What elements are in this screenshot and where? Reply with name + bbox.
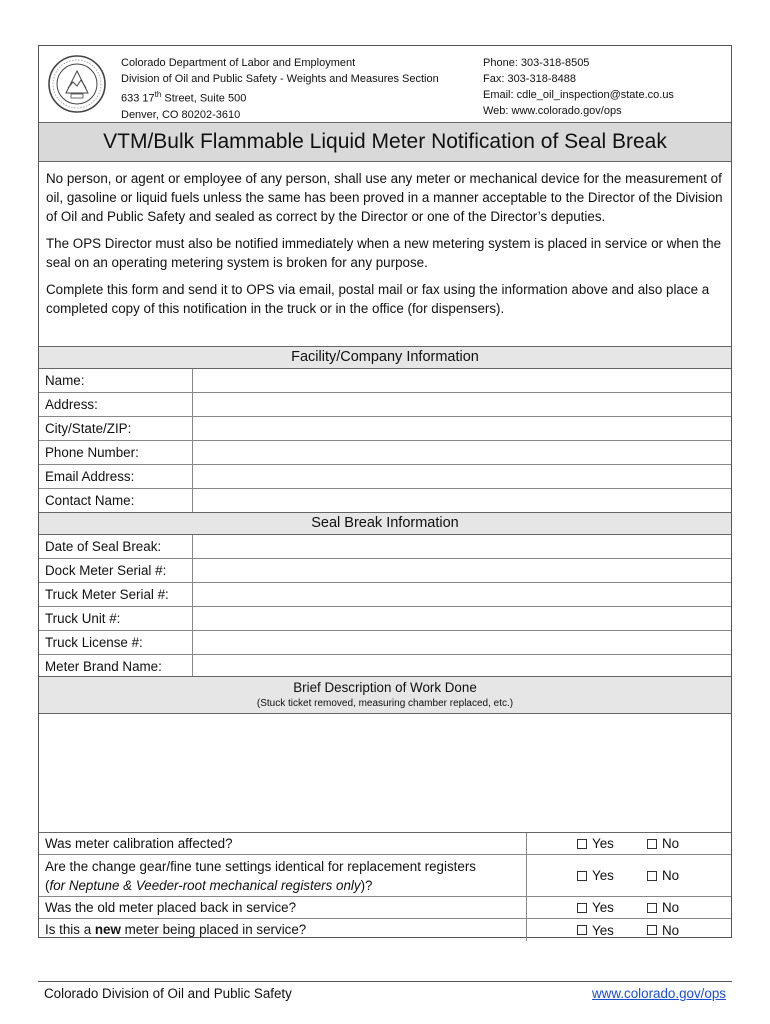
org-line-1: Colorado Department of Labor and Employment — [121, 57, 356, 69]
field-label: Truck Unit #: — [39, 607, 193, 630]
street-ordinal: th — [154, 90, 162, 99]
seal-break-section-heading: Seal Break Information — [39, 512, 731, 535]
seal-row-truck-serial — [39, 583, 731, 607]
field-label: Address: — [39, 393, 193, 416]
yes-checkbox[interactable] — [577, 836, 647, 851]
phone-line: Phone: 303-318-8505 — [483, 57, 590, 69]
answer-options — [527, 897, 731, 918]
no-label: No — [662, 868, 680, 883]
seal-row-truck-license — [39, 631, 731, 655]
field-label: Date of Seal Break: — [39, 535, 193, 558]
no-label: No — [662, 836, 680, 851]
phone-number-field[interactable] — [193, 441, 731, 464]
question-row — [39, 897, 731, 919]
instruction-paragraph-3: Complete this form and send it to OPS via email, postal mail or fax using the information above and also place a completed copy of this notification in the truck or in the office (for dispensers). — [46, 282, 710, 316]
date-of-seal-break-field[interactable] — [193, 535, 731, 558]
question-row — [39, 833, 731, 855]
street-number: 633 17 — [121, 92, 155, 105]
yes-label: Yes — [592, 868, 614, 883]
facility-row-phone — [39, 441, 731, 465]
question-change-gear-line-2: (for Neptune & Veeder-root mechanical registers only)? — [45, 878, 373, 893]
checkbox-icon — [647, 871, 657, 881]
instruction-paragraph-1: No person, or agent or employee of any person, shall use any meter or mechanical device for the measurement of oil, gasoline or liquid fuels unless the same has been proved in a manner acceptable to the Director of the Division of Oil and Public Safety and sealed as correct by the Director or one of the Director’s deputies. — [46, 171, 723, 224]
question-old-meter: Was the old meter placed back in service? — [39, 897, 527, 918]
question-new-meter-emphasis: new — [94, 922, 121, 937]
field-label: Email Address: — [39, 465, 193, 488]
answer-options — [527, 919, 731, 941]
checkbox-icon — [647, 839, 657, 849]
questions-table — [39, 832, 731, 941]
field-label: Truck Meter Serial #: — [39, 583, 193, 606]
question-new-meter-end: meter being placed in service? — [120, 922, 307, 937]
yes-checkbox[interactable] — [577, 923, 647, 938]
seal-break-form — [38, 45, 732, 938]
checkbox-icon — [647, 903, 657, 913]
answer-options — [527, 833, 731, 854]
question-change-gear-line-1: Are the change gear/fine tune settings identical for replacement registers — [45, 859, 476, 874]
question-row — [39, 919, 731, 941]
form-header — [39, 46, 731, 122]
facility-row-address — [39, 393, 731, 417]
field-label: Dock Meter Serial #: — [39, 559, 193, 582]
field-label: Truck License #: — [39, 631, 193, 654]
no-checkbox[interactable] — [647, 923, 679, 938]
seal-row-truck-unit — [39, 607, 731, 631]
facility-row-contact — [39, 489, 731, 513]
yes-checkbox[interactable] — [577, 900, 647, 915]
truck-unit-field[interactable] — [193, 607, 731, 630]
seal-row-date — [39, 535, 731, 559]
checkbox-icon — [577, 839, 587, 849]
state-seal-icon — [47, 54, 107, 114]
no-checkbox[interactable] — [647, 836, 679, 851]
org-line-2: Division of Oil and Public Safety - Weights and Measures Section — [121, 73, 439, 85]
truck-license-field[interactable] — [193, 631, 731, 654]
yes-label: Yes — [592, 922, 614, 938]
question-calibration: Was meter calibration affected? — [39, 833, 527, 854]
field-label: City/State/ZIP: — [39, 417, 193, 440]
no-label: No — [662, 900, 680, 915]
seal-row-dock-serial — [39, 559, 731, 583]
field-label: Contact Name: — [39, 489, 193, 513]
description-title: Brief Description of Work Done — [293, 680, 477, 695]
instructions — [46, 169, 728, 326]
footer-org: Colorado Division of Oil and Public Safety — [44, 986, 292, 1001]
seal-break-fields — [39, 535, 731, 679]
no-label: No — [662, 922, 680, 938]
fax-line: Fax: 303-318-8488 — [483, 73, 576, 85]
question-change-gear-note: for Neptune & Veeder-root mechanical registers only — [49, 878, 361, 893]
checkbox-icon — [577, 903, 587, 913]
description-heading — [39, 676, 731, 714]
field-label: Name: — [39, 369, 193, 392]
facility-section-heading: Facility/Company Information — [39, 346, 731, 369]
field-label: Meter Brand Name: — [39, 655, 193, 679]
name-field[interactable] — [193, 369, 731, 392]
question-new-meter-start: Is this a — [45, 922, 95, 937]
street-name: Street, Suite 500 — [161, 92, 247, 105]
yes-label: Yes — [592, 836, 614, 851]
footer-website-link[interactable]: www.colorado.gov/ops — [592, 986, 726, 1001]
email-address-field[interactable] — [193, 465, 731, 488]
facility-row-name — [39, 369, 731, 393]
contact-name-field[interactable] — [193, 489, 731, 513]
email-line: Email: cdle_oil_inspection@state.co.us — [483, 89, 674, 101]
question-change-gear — [39, 855, 527, 896]
facility-fields — [39, 369, 731, 513]
instruction-paragraph-2: The OPS Director must also be notified immediately when a new metering system is placed in service or when the seal on an operating metering system is broken for any purpose. — [46, 236, 722, 270]
contact-info — [483, 55, 674, 119]
answer-options — [527, 855, 731, 896]
no-checkbox[interactable] — [647, 868, 679, 883]
page-footer — [38, 981, 732, 1001]
checkbox-icon — [577, 871, 587, 881]
facility-row-city — [39, 417, 731, 441]
yes-label: Yes — [592, 900, 614, 915]
checkbox-icon — [577, 925, 587, 935]
truck-meter-serial-field[interactable] — [193, 583, 731, 606]
question-row — [39, 855, 731, 897]
no-checkbox[interactable] — [647, 900, 679, 915]
field-label: Phone Number: — [39, 441, 193, 464]
department-address — [121, 55, 439, 123]
question-new-meter — [39, 919, 527, 941]
checkbox-icon — [647, 925, 657, 935]
description-subtitle: (Stuck ticket removed, measuring chamber replaced, etc.) — [256, 698, 514, 709]
yes-checkbox[interactable] — [577, 868, 647, 883]
form-title: VTM/Bulk Flammable Liquid Meter Notification of Seal Break — [39, 122, 731, 162]
web-line: Web: www.colorado.gov/ops — [483, 105, 622, 117]
work-description-textarea[interactable] — [39, 714, 731, 832]
city-line: Denver, CO 80202-3610 — [121, 108, 241, 121]
dock-meter-serial-field[interactable] — [193, 559, 731, 582]
city-state-zip-field[interactable] — [193, 417, 731, 440]
street-address — [121, 87, 439, 107]
address-field[interactable] — [193, 393, 731, 416]
facility-row-email — [39, 465, 731, 489]
